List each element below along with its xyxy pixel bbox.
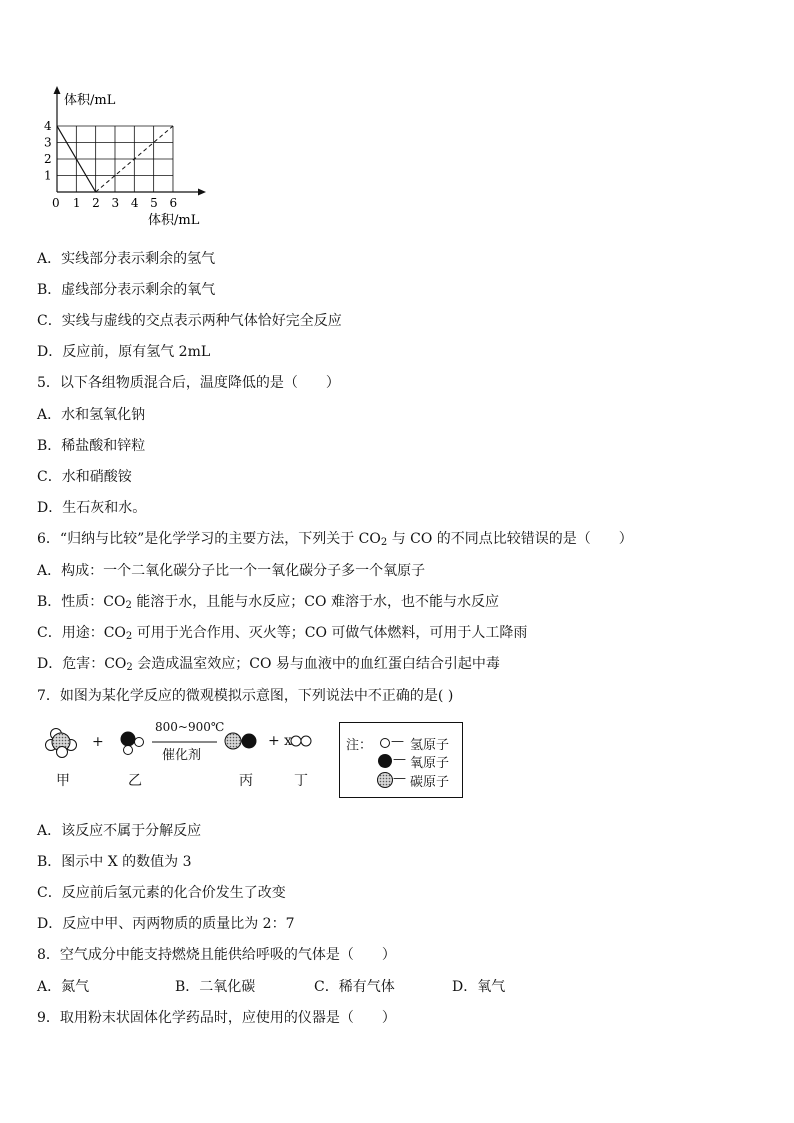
x-tick-label: 6 (169, 196, 178, 210)
q8-option-b: B．二氧化碳 (175, 979, 256, 995)
q8-option-c: C．稀有气体 (314, 979, 395, 995)
methane-molecule (46, 729, 77, 758)
q8-option-a: A．氮气 (37, 979, 90, 995)
q6-stem: 6．“归纳与比较”是化学学习的主要方法，下列关于 $CO_2$ 与 CO 的不同点比较错误的是（ ） (37, 531, 633, 548)
q7-stem: 7．如图为某化学反应的微观模拟示意图，下列说法中不正确的是( ) (37, 688, 454, 704)
y-tick-label: 3 (44, 135, 52, 150)
q6-option-c: C．用途：$CO_2$ 可用于光合作用、灭火等；CO 可做气体燃料，可用于人工降雨 (37, 625, 528, 642)
hydrogen-atom-icon (381, 739, 390, 748)
y-axis-label: 体积/mL (64, 93, 116, 108)
water-molecule (121, 732, 144, 755)
y-tick-label: 1 (44, 168, 52, 183)
co-molecule (225, 733, 257, 749)
legend-carbon: 碳原子 (410, 775, 450, 790)
legend-dash-h: — (391, 734, 404, 749)
x-tick-label: 2 (92, 196, 100, 210)
oxygen-atom-icon (378, 754, 392, 768)
plus-x: + x (268, 733, 293, 749)
q4-option-d: D．反应前，原有氢气 2mL (37, 344, 211, 360)
legend-oxygen: 氧原子 (410, 756, 450, 771)
legend-title: 注： (346, 738, 373, 753)
q8-stem: 8．空气成分中能支持燃烧且能供给呼吸的气体是（ ） (37, 947, 396, 963)
q4-option-a: A．实线部分表示剩余的氢气 (37, 251, 216, 267)
reaction-catalyst: 催化剂 (162, 748, 202, 763)
label-jia: 甲 (56, 773, 70, 789)
atom-legend (339, 722, 463, 798)
q6-option-a: A．构成：一个二氧化碳分子比一个一氧化碳分子多一个氧原子 (37, 563, 426, 579)
q5-option-b: B．稀盐酸和锌粒 (37, 438, 146, 454)
label-ding: 丁 (294, 773, 308, 789)
q6-option-b: B．性质：$CO_2$ 能溶于水，且能与水反应；CO 难溶于水，也不能与水反应 (37, 594, 499, 611)
q7-option-b: B．图示中 X 的数值为 3 (37, 854, 192, 870)
volume-chart (40, 84, 220, 232)
q7-option-a: A．该反应不属于分解反应 (37, 823, 202, 839)
q5-option-a: A．水和氢氧化钠 (37, 407, 146, 423)
chart-grid (57, 126, 173, 192)
x-tick-label: 3 (111, 196, 120, 210)
carbon-atom-icon (378, 773, 393, 788)
x-tick-label: 5 (150, 196, 158, 210)
q7-option-d: D．反应中甲、丙两物质的质量比为 2：7 (37, 916, 295, 932)
label-yi: 乙 (128, 773, 142, 789)
y-tick-label: 2 (44, 152, 52, 166)
legend-dash-c: — (393, 771, 406, 786)
origin-label: 0 (52, 196, 60, 210)
q9-stem: 9．取用粉末状固体化学药品时，应使用的仪器是（ ） (37, 1010, 396, 1026)
y-axis-arrow (54, 86, 61, 94)
plus-sign: + (92, 734, 104, 750)
q5-option-c: C．水和硝酸铵 (37, 469, 132, 485)
label-bing: 丙 (239, 773, 253, 789)
x-axis-arrow (198, 189, 206, 196)
x-tick-label: 4 (130, 196, 139, 210)
legend-hydrogen: 氢原子 (410, 738, 450, 753)
x-axis-label: 体积/mL (148, 213, 200, 228)
q4-option-c: C．实线与虚线的交点表示两种气体恰好完全反应 (37, 313, 342, 329)
x-tick-label: 1 (72, 196, 81, 210)
q8-option-d: D．氧气 (452, 979, 506, 995)
q6-option-d: D．危害：$CO_2$ 会造成温室效应；CO 易与血液中的血红蛋白结合引起中毒 (37, 656, 500, 673)
q7-option-c: C．反应前后氢元素的化合价发生了改变 (37, 885, 286, 901)
q5-stem: 5．以下各组物质混合后，温度降低的是（ ） (37, 375, 340, 391)
q4-option-b: B．虚线部分表示剩余的氧气 (37, 282, 216, 298)
h2-molecule (291, 736, 311, 746)
q5-option-d: D．生石灰和水。 (37, 500, 147, 516)
y-tick-label: 4 (44, 119, 52, 133)
reaction-temperature: 800~900℃ (155, 720, 225, 734)
legend-dash-o: — (393, 752, 406, 767)
